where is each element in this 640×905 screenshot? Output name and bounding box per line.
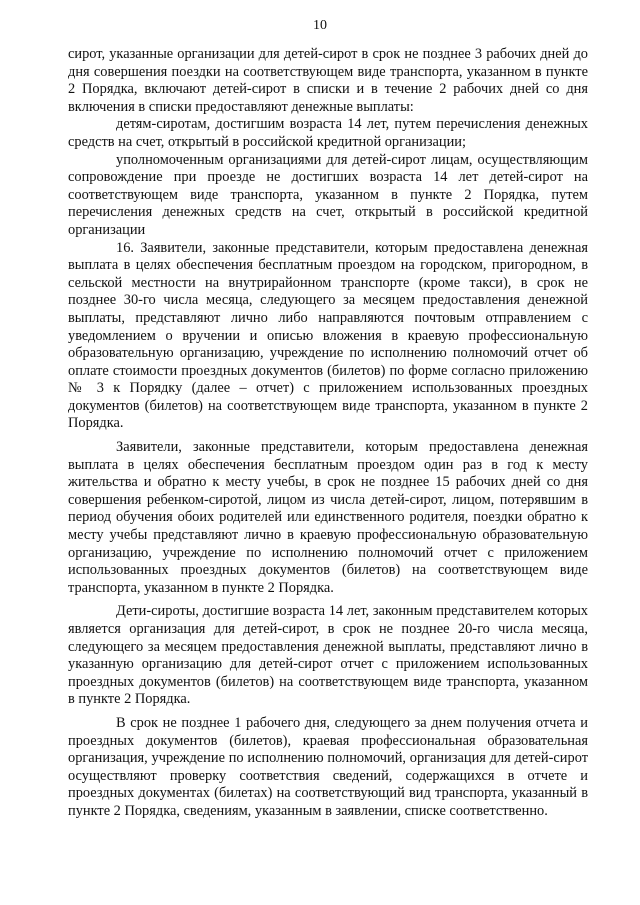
document-body	[68, 46, 588, 821]
paragraph-verification: В срок не позднее 1 рабочего дня, следующего за днем получения отчета и проездных документов (билетов), краевая профессиональная образовательная организация, учреждение по исполнению полномочий, организация для детей-сирот осуществляют проверку соответствия сведений, содержащихся в отчете и проездных документах (билетах) на соответствующий вид транспорта, указанный в пункте 2 Порядка, сведениям, указанным в заявлении, списке соответственно.	[68, 714, 588, 819]
paragraph-continuation: сирот, указанные организации для детей-сирот в срок не позднее 3 рабочих дней до дня совершения поездки на соответствующем виде транспорта, указанном в пункте 2 Порядка, включают детей-сирот в списки и в течение 2 рабочих дней со дня включения в списки предоставляют денежные выплаты:	[68, 46, 588, 115]
paragraph-annual-travel: Заявители, законные представители, которым предоставлена денежная выплата в целях обеспечения бесплатным проездом один раз в год к месту жительства и обратно к месту учебы, в срок не позднее 15 рабочих дней со дня совершения ребенком-сиротой, лицом из числа детей-сирот, лицом, потерявшим в период обучения обоих родителей или единственного родителя, поездки обратно к месту учебы представляют лично в краевую профессиональную образовательную организацию, учреждение по исполнению полномочий отчет с приложением использованных проездных документов (билетов) на соответствующем виде транспорта, указанном в пункте 2 Порядка.	[68, 439, 588, 596]
paragraph-children-over-14: детям-сиротам, достигшим возраста 14 лет, путем перечисления денежных средств на счет, открытый в российской кредитной организации;	[68, 116, 588, 150]
page-number: 10	[313, 18, 327, 33]
paragraph-authorized-escorts: уполномоченным организациями для детей-сирот лицам, осуществляющим сопровождение при проезде не достигших возраста 14 лет детей-сирот на соответствующем виде транспорта, указанном в пункте 2 Порядка, путем перечисления денежных средств на счет, открытый в российской кредитной организации	[68, 151, 588, 238]
paragraph-item-16: 16. Заявители, законные представители, которым предоставлена денежная выплата в целях обеспечения бесплатным проездом на городском, пригородном, в сельской местности на внутрирайонном транспорте (кроме такси), в срок не позднее 30-го числа месяца, следующего за месяцем предоставления денежной выплаты, представляют лично либо направляются почтовым отправлением с уведомлением о вручении и описью вложения в краевую профессиональную образовательную организацию, учреждение по исполнению полномочий отчет об оплате стоимости проездных документов (билетов) по форме согласно приложению № 3 к Порядку (далее – отчет) с приложением использованных проездных документов (билетов) на соответствующем виде транспорта, указанном в пункте 2 Порядка.	[68, 239, 588, 432]
paragraph-orphans-report: Дети-сироты, достигшие возраста 14 лет, законным представителем которых является организация для детей-сирот, в срок не позднее 20-го числа месяца, следующего за месяцем предоставления денежной выплаты, представляют лично в указанную организацию для детей-сирот отчет с приложением использованных проездных документов (билетов) на соответствующем виде транспорта, указанном в пункте 2 Порядка.	[68, 603, 588, 708]
